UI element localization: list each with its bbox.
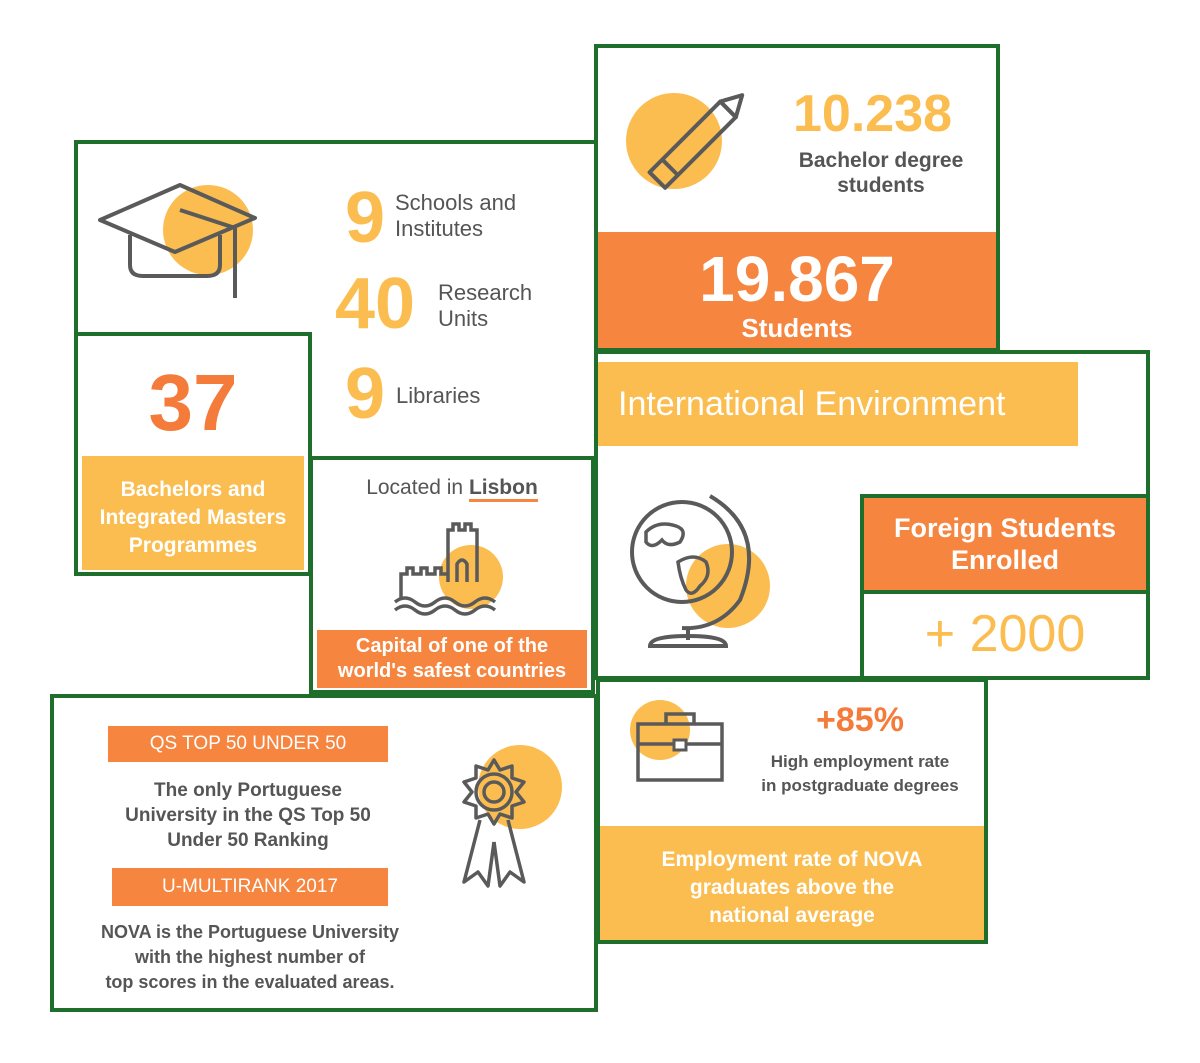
location-caption-line1: Capital of one of the [355, 635, 549, 657]
qs-badge: QS TOP 50 UNDER 50 [108, 726, 388, 762]
globe-icon [628, 490, 768, 650]
students-card [594, 44, 1000, 352]
um-line1: NOVA is the Portuguese University [100, 922, 400, 942]
programmes-label-band [82, 456, 304, 570]
um-badge: U-MULTIRANK 2017 [112, 868, 388, 906]
foreign-students-band [864, 498, 1146, 590]
students-band [598, 232, 996, 348]
employment-line2: in postgraduate degrees [761, 776, 959, 795]
location-caption-band [317, 630, 587, 688]
schools-label-line2: Institutes [395, 216, 484, 241]
employment-footer-line2: graduates above the [689, 876, 895, 899]
location-prefix: Located in [366, 476, 464, 499]
award-ribbon-icon [442, 742, 572, 892]
employment-label [750, 750, 970, 798]
employment-number: +85% [816, 701, 904, 739]
foreign-line2: Enrolled [950, 545, 1059, 575]
qs-line3: Under 50 Ranking [167, 830, 329, 851]
castle-icon [393, 522, 513, 612]
libraries-label: Libraries [396, 383, 481, 408]
research-label-line1: Research [438, 280, 533, 305]
employment-footer-band [600, 826, 984, 940]
research-number: 40 [335, 264, 416, 344]
programmes-line3: Programmes [128, 534, 258, 557]
programmes-number: 37 [148, 358, 238, 447]
schools-number: 9 [345, 178, 386, 258]
research-label [438, 280, 532, 332]
international-title: International Environment [618, 385, 1006, 423]
employment-footer-line3: national average [709, 904, 875, 927]
location-heading [313, 474, 591, 502]
bachelor-number: 10.238 [793, 85, 953, 143]
location-caption-line2: world's safest countries [337, 660, 567, 682]
graduation-cap-icon [95, 180, 260, 305]
programmes-line1: Bachelors and [120, 478, 266, 501]
international-title-band [598, 362, 1078, 446]
libraries-number: 9 [345, 354, 386, 434]
foreign-number: + 2000 [924, 605, 1086, 663]
foreign-divider [864, 590, 1146, 594]
um-line3: top scores in the evaluated areas. [105, 972, 395, 992]
location-card [309, 456, 595, 694]
employment-card [596, 678, 988, 944]
location-city: Lisbon [469, 476, 538, 502]
students-label: Students [741, 313, 853, 343]
qs-text [74, 778, 422, 853]
foreign-line1: Foreign Students [894, 513, 1116, 543]
schools-label [395, 190, 516, 242]
bachelor-label-line1: Bachelor degree [798, 149, 964, 172]
um-line2: with the highest number of [135, 947, 365, 967]
bachelor-label [773, 148, 989, 198]
bachelor-label-line2: students [837, 174, 925, 197]
programmes-line2: Integrated Masters [99, 506, 287, 529]
students-number: 19.867 [699, 243, 895, 315]
rankings-card [50, 694, 598, 1012]
pencil-icon [622, 84, 752, 204]
qs-line2: University in the QS Top 50 [125, 805, 371, 826]
briefcase-icon [622, 700, 732, 790]
foreign-students-card [860, 494, 1150, 680]
employment-line1: High employment rate [770, 752, 950, 771]
employment-footer-line1: Employment rate of NOVA [661, 848, 923, 871]
research-label-line2: Units [438, 306, 489, 331]
qs-line1: The only Portuguese [154, 780, 342, 801]
programmes-card [74, 332, 312, 576]
schools-label-line1: Schools and [395, 190, 517, 215]
um-text [58, 920, 442, 995]
